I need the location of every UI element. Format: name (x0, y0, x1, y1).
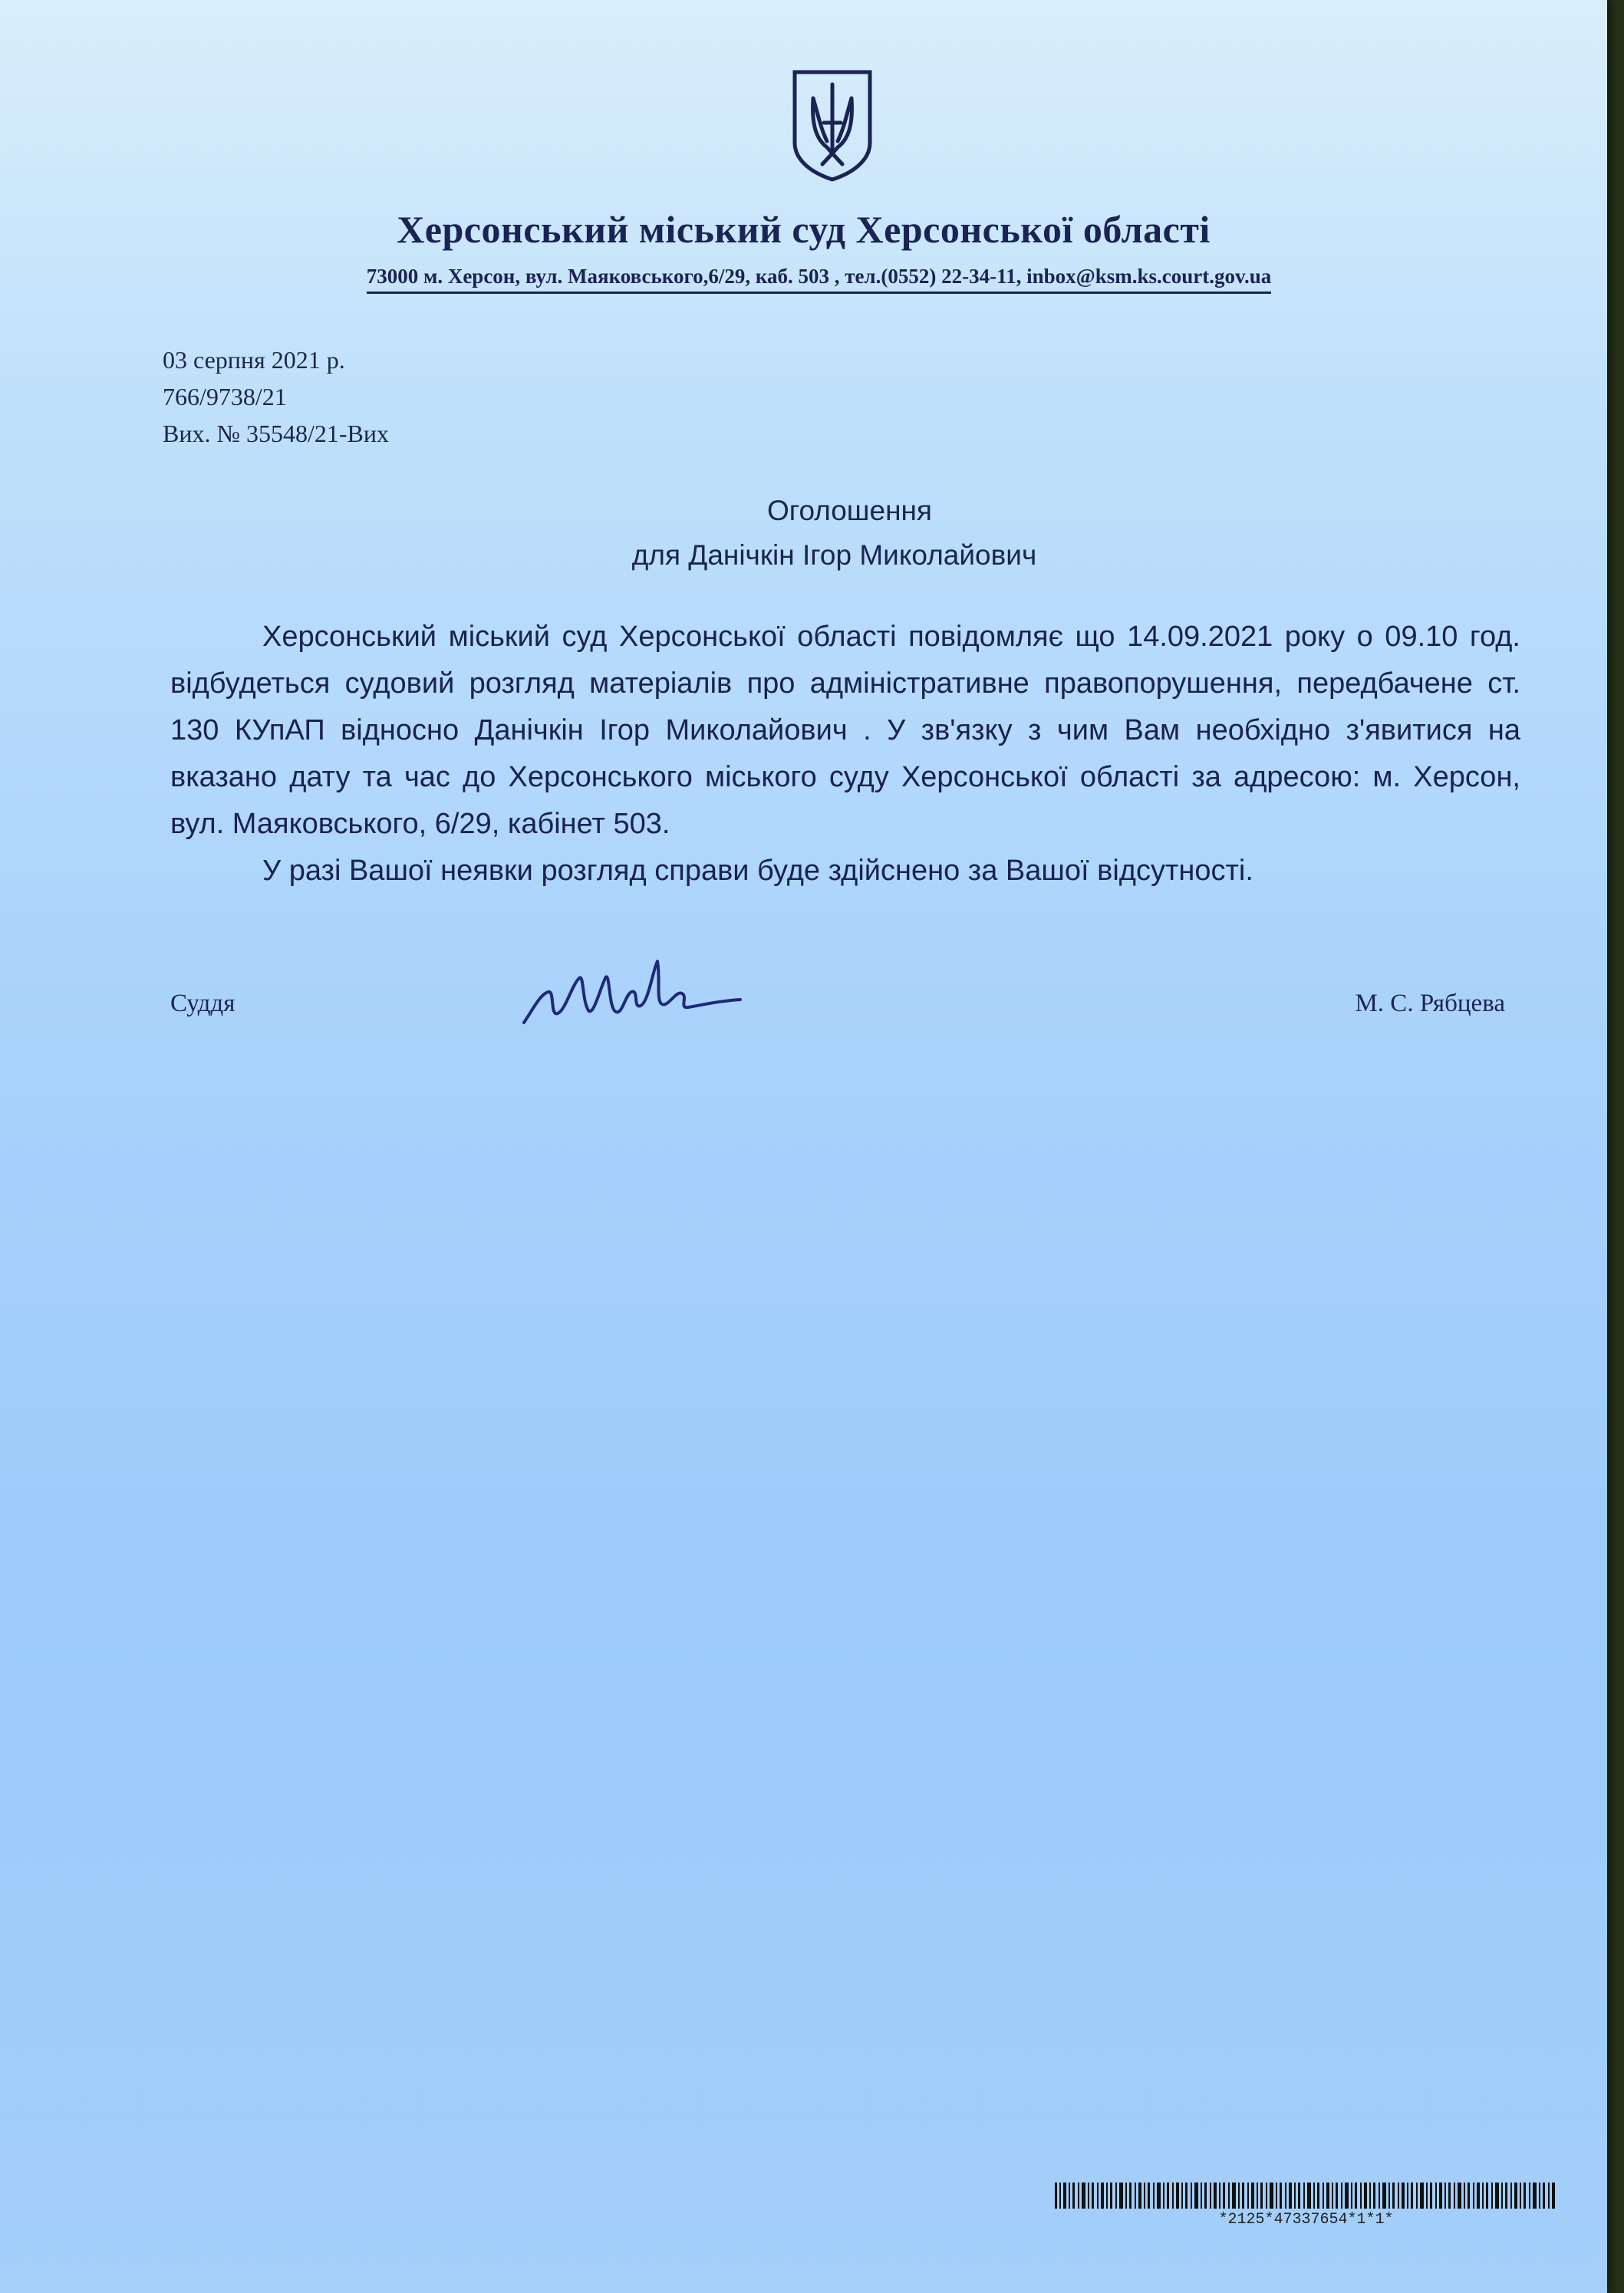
handwritten-signature-icon (518, 955, 748, 1039)
court-address: 73000 м. Херсон, вул. Маяковського,6/29, каб. 503 , тел.(0552) 22-34-11, inbox@ksm.ks.court.gov.ua (367, 265, 1272, 294)
coat-of-arms-icon (790, 68, 875, 183)
signature-block (170, 990, 1505, 1036)
outgoing-number: Вих. № 35548/21-Вих (163, 420, 390, 447)
body-paragraph: Херсонський міський суд Херсонської області повідомляє що 14.09.2021 року о 09.10 год. відбудеться судовий розгляд матеріалів про адміністративне правопорушення, передбачене ст. 130 КУпАП відносно Данічкін Ігор Миколайович . У зв'язку з чим Вам необхідно з'явитися на вказано дату та час до Херсонського міського суду Херсонської області за адресою: м. Херсон, вул. Маяковського, 6/29, кабінет 503. (170, 621, 1520, 840)
court-name: Херсонський міський суд Херсонської області (397, 208, 1211, 251)
document-meta (163, 341, 389, 452)
signer-role: Суддя (170, 990, 236, 1017)
barcode-text: *2125*47337654*1*1* (1218, 2211, 1394, 2229)
notice-title: Оголошення (767, 495, 932, 526)
court-address-line (0, 265, 1607, 294)
notice-body (170, 614, 1520, 894)
notice-addressee: для Данічкін Ігор Миколайович (631, 539, 1037, 571)
case-number: 766/9738/21 (163, 383, 287, 410)
barcode-icon (1055, 2183, 1557, 2209)
body-paragraph: У разі Вашої неявки розгляд справи буде здійснено за Вашої відсутності. (262, 855, 1253, 887)
signer-name: М. С. Рябцева (1355, 990, 1505, 1017)
document-date: 03 серпня 2021 р. (163, 346, 345, 374)
